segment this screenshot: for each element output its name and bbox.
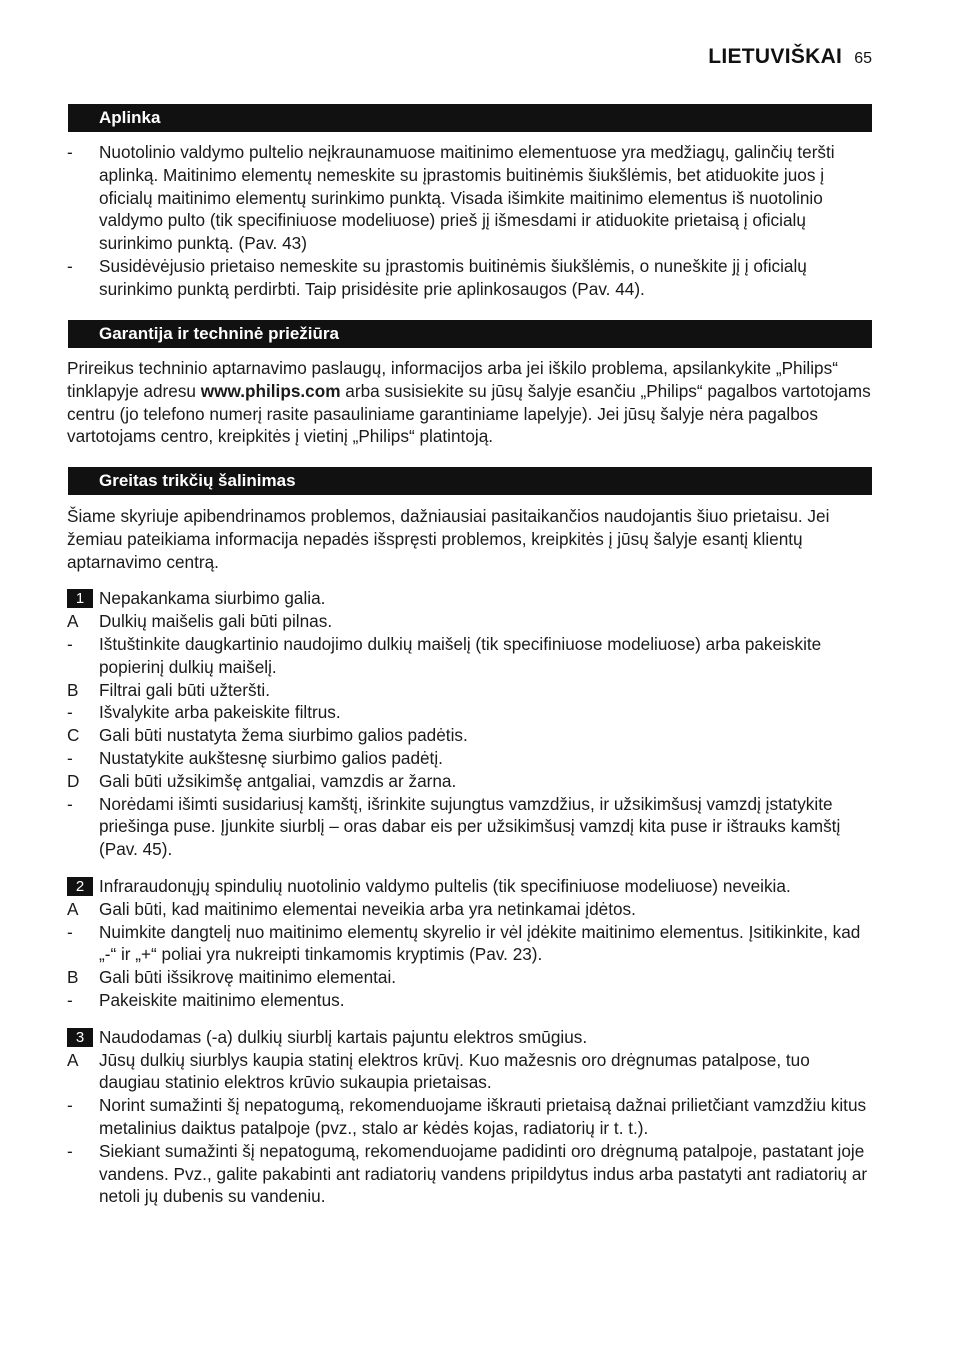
problem-question xyxy=(67,875,875,898)
list-item-text: Gali būti nustatyta žema siurbimo galios padėtis. xyxy=(99,725,468,746)
list-marker: - xyxy=(67,747,73,768)
section-troubleshooting xyxy=(67,505,875,1208)
problem-question xyxy=(67,1026,875,1049)
problem-block xyxy=(67,587,875,861)
list-marker: C xyxy=(67,725,80,746)
problem-number-badge: 3 xyxy=(67,1028,93,1047)
page-number: 65 xyxy=(854,50,872,67)
list-item-text: Nuotolinio valdymo pultelio neįkraunamuose maitinimo elementuose yra medžiagų, galinčių teršti aplinką. Maitinimo elementų nemeskite su įprastomis buitinėmis šiukšlėmis, bet atiduokite juos į oficialų maitinimo elementų surinkimo punktą. Visada išimkite maitinimo elementus iš nuotolinio valdymo pulto (tik specifiniuose modeliuose) prieš jį išmesdami ir atiduokite prietaisą į oficialų surinkimo punktą. (Pav. 43) xyxy=(99,142,835,254)
list-item-text: Norėdami išimti susidariusį kamštį, išrinkite sujungtus vamzdžius, ir užsikimšusį vamzdį įstatykite priešinga puse. Įjunkite siurblį – oras dabar eis per užsikimšusį vamzdį kita puse ir ištrauks kamštį (Pav. 45). xyxy=(99,793,841,860)
problem-block xyxy=(67,875,875,1012)
list-marker: - xyxy=(67,989,73,1010)
list-item-text: Dulkių maišelis gali būti pilnas. xyxy=(99,611,333,632)
list-item xyxy=(67,1140,875,1208)
list-marker: - xyxy=(67,1140,73,1161)
list-marker: - xyxy=(67,921,73,942)
warranty-paragraph xyxy=(67,357,875,448)
problem-number-badge: 1 xyxy=(67,589,93,608)
list-item xyxy=(67,701,875,724)
list-marker: - xyxy=(67,702,73,723)
list-item xyxy=(67,747,875,770)
section-heading-garantija: Garantija ir techninė priežiūra xyxy=(68,320,872,348)
problem-question xyxy=(67,587,875,610)
list-marker: - xyxy=(67,1095,73,1116)
list-item xyxy=(67,724,875,747)
problem-question-text: Infraraudonųjų spindulių nuotolinio valdymo pultelis (tik specifiniuose modeliuose) neveikia. xyxy=(99,875,791,896)
list-item xyxy=(67,633,875,679)
list-marker: D xyxy=(67,770,80,791)
page-header xyxy=(708,46,872,71)
list-marker: B xyxy=(67,967,79,988)
list-item xyxy=(67,921,875,967)
list-item xyxy=(67,898,875,921)
list-item-text: Nuimkite dangtelį nuo maitinimo elementų skyrelio ir vėl įdėkite maitinimo elementus. Įsitikinkite, kad „-“ ir „+“ poliai yra nukreipti tinkamomis kryptimis (Pav. 23). xyxy=(99,921,861,965)
list-item xyxy=(67,255,875,301)
language-label: LIETUVIŠKAI xyxy=(708,45,843,68)
dash-marker: - xyxy=(67,142,73,162)
list-item-text: Susidėvėjusio prietaiso nemeskite su įprastomis buitinėmis šiukšlėmis, o nuneškite jį į oficialų surinkimo punktą perdirbti. Taip prisidėsite prie aplinkosaugos (Pav. 44). xyxy=(99,255,807,299)
list-item-text: Gali būti užsikimšę antgaliai, vamzdis ar žarna. xyxy=(99,770,457,791)
list-item-text: Ištuštinkite daugkartinio naudojimo dulkių maišelį (tik specifiniuose modeliuose) arba pakeiskite popierinį dulkių maišelį. xyxy=(99,633,822,677)
section-aplinka xyxy=(67,141,875,301)
list-item xyxy=(67,793,875,861)
list-item xyxy=(67,610,875,633)
troubleshooting-intro: Šiame skyriuje apibendrinamos problemos, dažniausiai pasitaikančios naudojantis šiuo prietaisu. Jei žemiau pateikiama informacija nepadės išspręsti problemos, kreipkitės į jūsų šalyje esantį klientų aptarnavimo centrą. xyxy=(67,506,830,572)
list-item-text: Gali būti išsikrovę maitinimo elementai. xyxy=(99,967,397,988)
list-marker: B xyxy=(67,679,79,700)
warranty-text-start: Prireikus techninio aptarnavimo paslaugų, informacijos arba jei iškilo problema, apsilankykite „Philips“ tinklapyje adresu xyxy=(67,358,838,401)
list-item-text: Siekiant sumažinti šį nepatogumą, rekomenduojame padidinti oro drėgnumą patalpoje, pastatant joje vandens. Pvz., galite pakabinti ant radiatorių vandens pripildytus indus arba pastatyti ant radiatorių ar netoli jų dubenis su vandeniu. xyxy=(99,1140,868,1207)
list-item-text: Norint sumažinti šį nepatogumą, rekomenduojame iškrauti prietaisą dažnai prilietčiant vamzdžiu kitus metalinius daiktus patalpoje (pvz., stalo ar kėdės kojas, radiatorių ir t. t.). xyxy=(99,1095,867,1138)
list-item-text: Filtrai gali būti užteršti. xyxy=(99,679,270,700)
list-marker: - xyxy=(67,793,73,814)
list-item xyxy=(67,966,875,989)
list-item-text: Išvalykite arba pakeiskite filtrus. xyxy=(99,702,341,723)
list-marker: - xyxy=(67,633,73,654)
section-heading-troubleshooting: Greitas trikčių šalinimas xyxy=(68,467,872,495)
list-item xyxy=(67,1094,875,1140)
section-heading-aplinka: Aplinka xyxy=(68,104,872,132)
list-item-text: Gali būti, kad maitinimo elementai neveikia arba yra netinkamai įdėtos. xyxy=(99,898,636,919)
list-item-text: Nustatykite aukštesnę siurbimo galios padėtį. xyxy=(99,747,443,768)
dash-marker: - xyxy=(67,255,73,276)
problem-block xyxy=(67,1026,875,1208)
list-item xyxy=(67,679,875,702)
list-item-text: Jūsų dulkių siurblys kaupia statinį elektros krūvį. Kuo mažesnis oro drėgnumas patalpose, tuo daugiau statinio elektros krūvio sukaupia prietaisas. xyxy=(99,1049,810,1093)
section-garantija xyxy=(67,357,875,448)
list-marker: A xyxy=(67,1049,79,1070)
problem-number-badge: 2 xyxy=(67,877,93,896)
problem-question-text: Naudodamas (-a) dulkių siurblį kartais pajuntu elektros smūgius. xyxy=(99,1026,588,1047)
list-marker: A xyxy=(67,611,79,632)
problem-question-text: Nepakankama siurbimo galia. xyxy=(99,588,326,609)
list-marker: A xyxy=(67,898,79,919)
list-item xyxy=(67,141,875,255)
list-item-text: Pakeiskite maitinimo elementus. xyxy=(99,989,345,1010)
list-item xyxy=(67,770,875,793)
list-item xyxy=(67,1049,875,1095)
philips-website-link[interactable]: www.philips.com xyxy=(200,380,341,401)
warranty-text-end: arba susisiekite su jūsų šalyje esančiu „Philips“ pagalbos vartotojams centru (jo telefono numerį rasite pasauliniame garantiniame lapelyje). Jei jūsų šalyje nėra pagalbos vartotojams centro, kreipkitės į vietinį „Philips“ platintoją. xyxy=(67,380,871,447)
list-item xyxy=(67,989,875,1012)
